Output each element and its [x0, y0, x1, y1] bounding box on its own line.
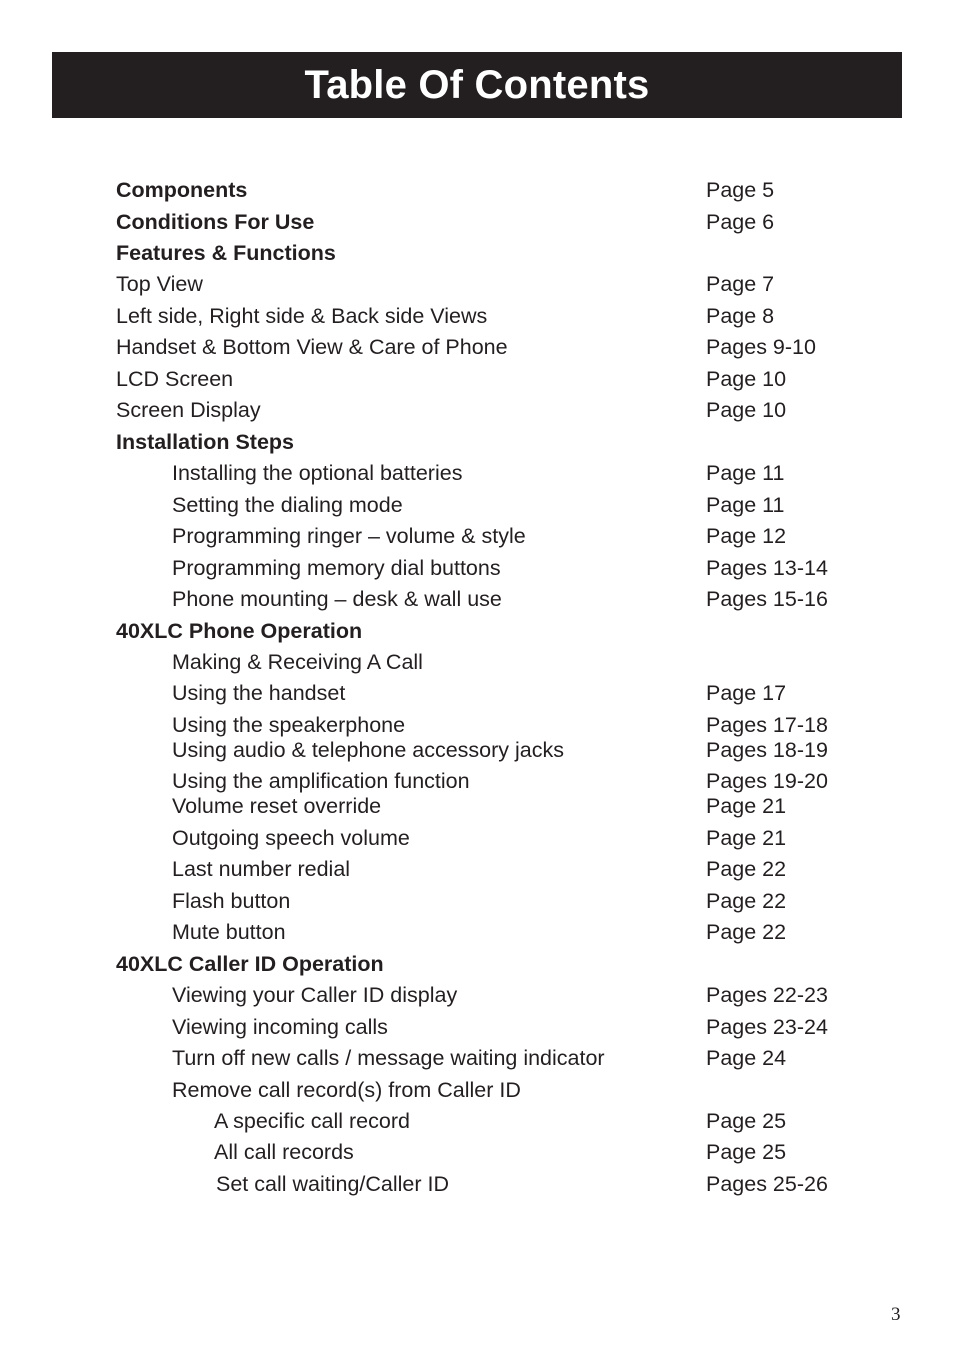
toc-entry [0, 492, 954, 518]
toc-entry-label: Set call waiting/Caller ID [216, 1172, 450, 1196]
toc-entry [0, 793, 954, 819]
toc-entry-label: Setting the dialing mode [172, 493, 403, 517]
toc-page-reference: Page 8 [706, 304, 775, 328]
toc-entry [0, 737, 954, 763]
toc-entry-label: Using the amplification function [172, 769, 470, 793]
toc-entry-label: Programming memory dial buttons [172, 556, 501, 580]
toc-entry-label: Volume reset override [172, 794, 382, 818]
toc-page-reference: Pages 13-14 [706, 556, 828, 580]
toc-page-reference: Pages 17-18 [706, 713, 828, 737]
toc-page-reference: Page 21 [706, 794, 787, 818]
toc-entry [0, 951, 954, 977]
toc-section-heading: Conditions For Use [116, 210, 315, 234]
toc-entry [0, 397, 954, 423]
toc-entry [0, 271, 954, 297]
toc-page-reference: Page 7 [706, 272, 775, 296]
toc-page-reference: Page 22 [706, 857, 787, 881]
toc-page-reference: Page 5 [706, 178, 775, 202]
toc-entry-label: Top View [116, 272, 203, 296]
toc-page-reference: Page 17 [706, 681, 787, 705]
toc-entry-label: Installing the optional batteries [172, 461, 463, 485]
toc-page-reference: Page 22 [706, 920, 787, 944]
toc-page-reference: Page 25 [706, 1109, 787, 1133]
toc-entry-label: Handset & Bottom View & Care of Phone [116, 335, 508, 359]
toc-entry-label: Viewing incoming calls [172, 1015, 388, 1039]
toc-entry [0, 982, 954, 1008]
toc-entry [0, 919, 954, 945]
toc-entry [0, 768, 954, 794]
toc-entry [0, 177, 954, 203]
toc-entry [0, 334, 954, 360]
page-title: Table Of Contents [304, 63, 650, 107]
toc-entry-label: Using the speakerphone [172, 713, 406, 737]
toc-entry [0, 712, 954, 738]
toc-entry-label: Programming ringer – volume & style [172, 524, 526, 548]
toc-section-heading: Features & Functions [116, 241, 336, 265]
toc-page-reference: Page 11 [706, 461, 785, 485]
toc-entry [0, 523, 954, 549]
toc-page-reference: Pages 9-10 [706, 335, 816, 359]
toc-page-reference: Page 12 [706, 524, 787, 548]
page-number: 3 [891, 1304, 901, 1325]
toc-page-reference: Page 25 [706, 1140, 787, 1164]
toc-entry [0, 649, 954, 675]
toc-page-reference: Pages 19-20 [706, 769, 828, 793]
toc-entry [0, 586, 954, 612]
toc-section-heading: 40XLC Phone Operation [116, 619, 363, 643]
toc-entry [0, 240, 954, 266]
toc-entry [0, 303, 954, 329]
toc-entry [0, 429, 954, 455]
toc-section-heading: 40XLC Caller ID Operation [116, 952, 384, 976]
toc-entry [0, 460, 954, 486]
toc-entry [0, 1014, 954, 1040]
toc-entry [0, 1077, 954, 1103]
toc-entry-label: A specific call record [214, 1109, 410, 1133]
toc-entry-label: Phone mounting – desk & wall use [172, 587, 502, 611]
toc-entry [0, 856, 954, 882]
toc-entry-label: Last number redial [172, 857, 351, 881]
toc-page-reference: Page 24 [706, 1046, 787, 1070]
toc-page-reference: Pages 22-23 [706, 983, 828, 1007]
toc-entry [0, 555, 954, 581]
toc-entry-label: Flash button [172, 889, 291, 913]
toc-entry-label: Using the handset [172, 681, 346, 705]
toc-entry-label: Turn off new calls / message waiting indicator [172, 1046, 605, 1070]
toc-entry [0, 1139, 954, 1165]
toc-entry [0, 366, 954, 392]
toc-page-reference: Page 6 [706, 210, 775, 234]
toc-page-reference: Pages 23-24 [706, 1015, 828, 1039]
toc-entry-label: Making & Receiving A Call [172, 650, 423, 674]
toc-entry [0, 1045, 954, 1071]
toc-page-reference: Page 11 [706, 493, 785, 517]
toc-entry-label: All call records [214, 1140, 354, 1164]
toc-page-reference: Page 22 [706, 889, 787, 913]
toc-entry-label: Left side, Right side & Back side Views [116, 304, 488, 328]
toc-entry-label: Viewing your Caller ID display [172, 983, 458, 1007]
toc-section-heading: Installation Steps [116, 430, 295, 454]
toc-entry-label: Outgoing speech volume [172, 826, 410, 850]
toc-entry-label: Using audio & telephone accessory jacks [172, 738, 564, 762]
toc-entry [0, 680, 954, 706]
toc-entry [0, 1108, 954, 1134]
toc-entry [0, 825, 954, 851]
toc-entry [0, 1171, 954, 1197]
toc-page-reference: Page 10 [706, 367, 787, 391]
toc-section-heading: Components [116, 178, 248, 202]
toc-entry-label: LCD Screen [116, 367, 234, 391]
toc-entry-label: Mute button [172, 920, 286, 944]
toc-page-reference: Page 10 [706, 398, 787, 422]
toc-page-reference: Page 21 [706, 826, 787, 850]
toc-entry-label: Screen Display [116, 398, 261, 422]
toc-page-reference: Pages 25-26 [706, 1172, 828, 1196]
toc-entry-label: Remove call record(s) from Caller ID [172, 1078, 521, 1102]
toc-page-reference: Pages 18-19 [706, 738, 828, 762]
toc-entry [0, 618, 954, 644]
toc-entry [0, 888, 954, 914]
toc-entry [0, 209, 954, 235]
toc-page-reference: Pages 15-16 [706, 587, 828, 611]
